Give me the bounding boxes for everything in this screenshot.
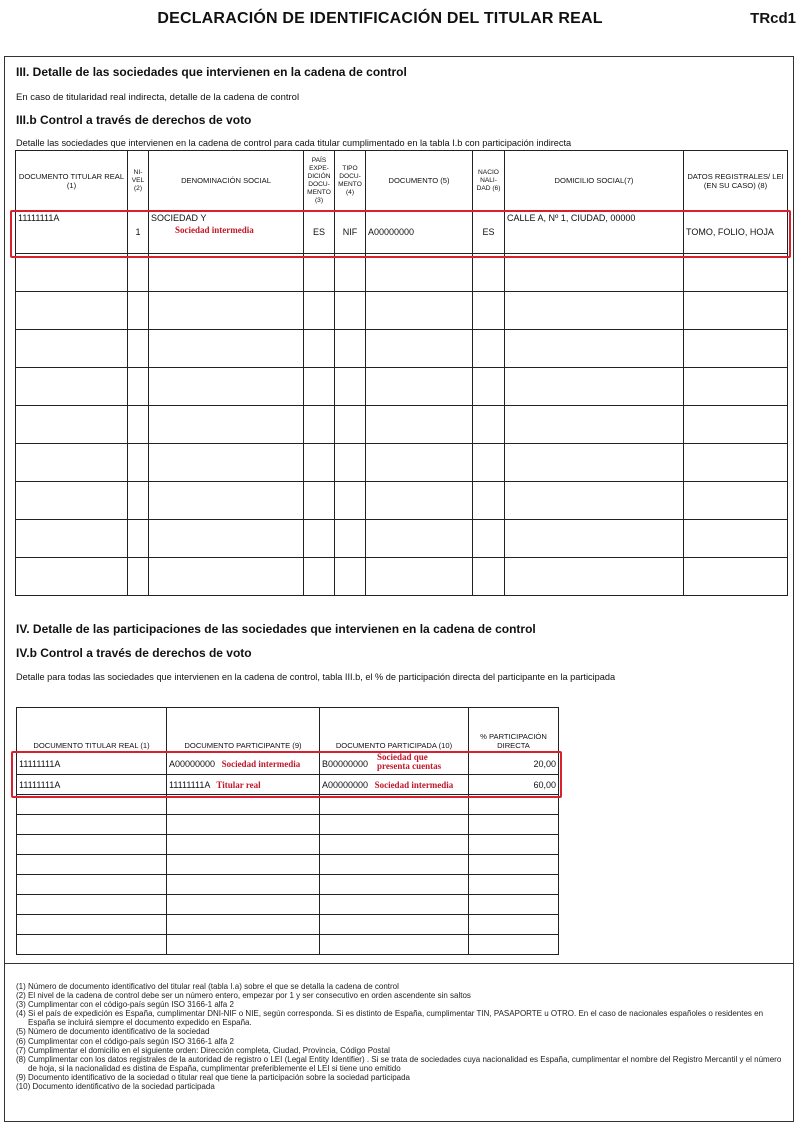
footnote-3: (3) Cumplimentar con el código-país según ISO 3166-1 alfa 2 bbox=[16, 1000, 234, 1010]
section-3b-heading: III.b Control a través de derechos de voto bbox=[16, 113, 252, 127]
section-3-subtitle: En caso de titularidad real indirecta, detalle de la cadena de control bbox=[16, 92, 300, 103]
annotation-titular-real: Titular real bbox=[216, 779, 261, 790]
footnote-6: (6) Cumplimentar con el código-país según ISO 3166-1 alfa 2 bbox=[16, 1036, 234, 1046]
col-header-domicilio: DOMICILIO SOCIAL(7) bbox=[505, 151, 684, 211]
cell-documento: A00000000 bbox=[366, 211, 473, 254]
col-header-documento-titular-iv: DOCUMENTO TITULAR REAL (1) bbox=[17, 708, 167, 753]
annotation-sociedad-intermedia: Sociedad intermedia bbox=[221, 758, 301, 769]
table-row bbox=[17, 753, 559, 775]
table-row-empty bbox=[16, 558, 788, 596]
col-header-participada: DOCUMENTO PARTICIPADA (10) bbox=[320, 708, 469, 753]
table-row-empty bbox=[16, 520, 788, 558]
cell-datos-registrales: TOMO, FOLIO, HOJA bbox=[684, 211, 788, 254]
table-row-empty bbox=[17, 835, 559, 855]
col-header-porcentaje: % PARTICIPACIÓN DIRECTA bbox=[469, 708, 559, 753]
cell-pais: ES bbox=[304, 211, 335, 254]
table-row-empty bbox=[16, 444, 788, 482]
footnote-4: (4) Si el país de expedición es España, cumplimentar DNI-NIF o NIE, según corresponda. Si es distinto de España, cumplimentar TIN, PASAPORTE u OTRO. En el caso de nacionales españoles o residentes en España se incluirá siempre el documento expedido en España. bbox=[16, 1009, 764, 1028]
cell-participada bbox=[320, 753, 469, 775]
section-3-heading: III. Detalle de las sociedades que intervienen en la cadena de control bbox=[16, 65, 407, 79]
table-row-empty bbox=[16, 368, 788, 406]
table-header-row bbox=[16, 151, 788, 211]
denominacion-value: SOCIEDAD Y bbox=[151, 213, 207, 223]
footnote-8: (8) Cumplimentar con los datos registrales de la autoridad de registro o LEI (Legal Entity Identifier) . Si se trata de sociedades cuya nacionalidad es España, cumplimentar el nombre del Registro Mercantil y el número de hoja, si la nacionalidad es distina de España, cumplimentar preferiblemente el LEI si tiene uno emitido bbox=[16, 1054, 782, 1073]
cell-tipo: NIF bbox=[335, 211, 366, 254]
cell-porcentaje: 60,00 bbox=[469, 775, 559, 795]
cell-documento-titular: 11111111A bbox=[17, 775, 167, 795]
cell-documento-titular: 11111111A bbox=[16, 211, 128, 254]
table-header-row bbox=[17, 708, 559, 753]
table-row-empty bbox=[17, 915, 559, 935]
cell-participante bbox=[167, 753, 320, 775]
footnotes bbox=[16, 982, 788, 1091]
page-title: DECLARACIÓN DE IDENTIFICACIÓN DEL TITULAR REAL bbox=[157, 10, 603, 27]
cell-documento-titular: 11111111A bbox=[17, 753, 167, 775]
col-header-participante: DOCUMENTO PARTICIPANTE (9) bbox=[167, 708, 320, 753]
cell-porcentaje: 20,00 bbox=[469, 753, 559, 775]
section-4-heading: IV. Detalle de las participaciones de las sociedades que intervienen en la cadena de control bbox=[16, 622, 536, 636]
table-row-empty bbox=[17, 855, 559, 875]
footnote-2: (2) El nivel de la cadena de control debe ser un número entero, empezar por 1 y ser consecutivo en orden ascendente sin saltos bbox=[16, 991, 471, 1001]
participada-value: B00000000 bbox=[322, 758, 369, 769]
annotation-sociedad-que-presenta-cuentas: Sociedad que presenta cuentas bbox=[377, 752, 442, 771]
participante-value: A00000000 bbox=[169, 758, 216, 769]
col-header-datos-registrales: DATOS REGISTRALES/ LEI (EN SU CASO) (8) bbox=[684, 151, 788, 211]
participada-value: A00000000 bbox=[322, 779, 369, 790]
col-header-documento: DOCUMENTO (5) bbox=[366, 151, 473, 211]
footnote-divider bbox=[5, 963, 793, 964]
cell-domicilio: CALLE A, Nº 1, CIUDAD, 00000 bbox=[505, 211, 684, 254]
table-row bbox=[16, 211, 788, 254]
cell-participada bbox=[320, 775, 469, 795]
table-row-empty bbox=[16, 330, 788, 368]
col-header-nacionalidad: NACIO NALI- DAD (6) bbox=[473, 151, 505, 211]
control-chain-table bbox=[15, 150, 788, 596]
table-row-empty bbox=[16, 406, 788, 444]
footnote-10: (10) Documento identificativo de la sociedad participada bbox=[16, 1082, 215, 1092]
table-row-empty bbox=[17, 815, 559, 835]
footnote-7: (7) Cumplimentar el domicilio en el siguiente orden: Dirección completa, Ciudad, Provincia, Código Postal bbox=[16, 1045, 390, 1055]
col-header-nivel: NI- VEL (2) bbox=[128, 151, 149, 211]
footnote-5: (5) Número de documento identificativo de la sociedad bbox=[16, 1027, 210, 1037]
col-header-denominacion: DENOMINACIÓN SOCIAL bbox=[149, 151, 304, 211]
col-header-pais: PAÍS EXPE- DICIÓN DOCU- MENTO (3) bbox=[304, 151, 335, 211]
footnote-9: (9) Documento identificativo de la sociedad o titular real que tiene la participación sobre la sociedad participada bbox=[16, 1072, 411, 1082]
annotation-sociedad-intermedia: Sociedad intermedia bbox=[374, 779, 454, 790]
section-3b-instruction: Detalle las sociedades que intervienen en la cadena de control para cada titular cumplimentado en la tabla I.b con participación indirecta bbox=[16, 138, 572, 148]
section-4b-instruction: Detalle para todas las sociedades que intervienen en la cadena de control, tabla III.b, el % de participación directa del participante en la participada bbox=[16, 672, 616, 682]
footnote-1: (1) Número de documento identificativo del titular real (tabla I.a) sobre el que se detalla la cadena de control bbox=[16, 982, 399, 991]
cell-nivel: 1 bbox=[128, 211, 149, 254]
table-row-empty bbox=[17, 935, 559, 955]
table-row-empty bbox=[17, 795, 559, 815]
table-row bbox=[17, 775, 559, 795]
cell-nacionalidad: ES bbox=[473, 211, 505, 254]
participation-table bbox=[16, 707, 559, 955]
form-code: TRcd1 bbox=[750, 10, 796, 27]
table-row-empty bbox=[16, 254, 788, 292]
annotation-sociedad-intermedia: Sociedad intermedia bbox=[175, 225, 254, 235]
participante-value: 11111111A bbox=[169, 779, 210, 790]
section-4b-heading: IV.b Control a través de derechos de voto bbox=[16, 646, 252, 660]
cell-participante bbox=[167, 775, 320, 795]
table-row-empty bbox=[17, 895, 559, 915]
table-row-empty bbox=[16, 292, 788, 330]
table-row-empty bbox=[16, 482, 788, 520]
table-row-empty bbox=[17, 875, 559, 895]
col-header-tipo: TIPO DOCU- MENTO (4) bbox=[335, 151, 366, 211]
col-header-documento-titular: DOCUMENTO TITULAR REAL (1) bbox=[16, 151, 128, 211]
cell-denominacion bbox=[149, 211, 304, 254]
